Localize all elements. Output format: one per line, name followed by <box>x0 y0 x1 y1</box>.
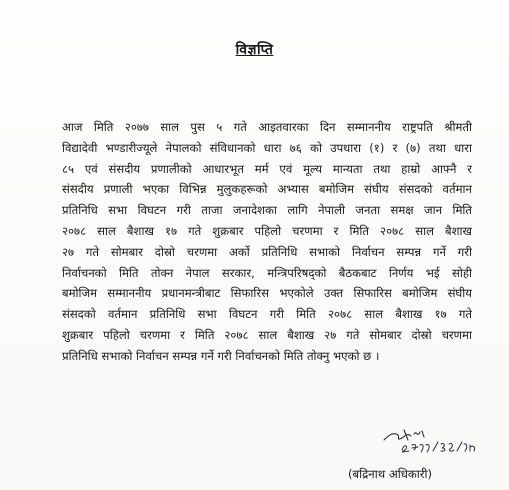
notice-line: बमोजिम सम्माननीय प्रधानमन्त्रीबाट सिफारिस भएकोले उक्त सिफारिस बमोजिम संघीय <box>62 286 472 301</box>
notice-title: विज्ञप्ति <box>235 42 274 58</box>
notice-line: प्रतिनिधि सभा विघटन गरी ताजा जनादेशका लागि नेपाली जनता समक्ष जान मिति <box>62 203 472 218</box>
notice-line: निर्वाचनको मिति तोक्न नेपाल सरकार, मन्त्रिपरिषद्को बैठकबाट निर्णय भई सोही <box>62 265 472 280</box>
notice-line: २७ गते सोमबार दोस्रो चरणमा अर्को प्रतिनिधि सभाको निर्वाचन सम्पन्न गर्ने गरी <box>62 244 472 259</box>
notice-line: संसदीय प्रणाली भएका विभिन्न मुलुकहरूको अभ्यास बमोजिम संघीय संसदको वर्तमान <box>62 182 472 197</box>
notice-line: शुक्रबार पहिलो चरणमा र मिति २०७८ साल बैशाख २७ गते सोमबार दोस्रो चरणमा <box>62 327 472 342</box>
handwritten-signature <box>378 424 488 454</box>
notice-line: ८५ एवं संसदीय प्रणालीको आधारभूत मर्म एवं मूल्य मान्यता तथा हाम्रो आफ्नै र <box>62 161 472 176</box>
notice-line: प्रतिनिधि सभाको निर्वाचन सम्पन्न गर्ने गरी निर्वाचनको मिति तोक्नु भएको छ । <box>62 348 380 363</box>
notice-body <box>62 117 472 367</box>
signature-drawing <box>378 424 488 454</box>
signer-name: (बद्रिनाथ अधिकारी) <box>348 467 432 481</box>
notice-line: संसदको वर्तमान प्रतिनिधि सभा विघटन गरी मिति २०७८ साल बैशाख १७ गते <box>62 307 472 322</box>
notice-line: २०७८ साल बैशाख १७ गते शुक्रबार पहिलो चरणमा र मिति २०७८ साल बैशाख <box>62 223 472 238</box>
notice-line: विद्यादेवी भण्डारीज्यूले नेपालको संविधानको धारा ७६ को उपधारा (१) र (७) तथा धारा <box>62 140 472 155</box>
notice-line: आज मिति २०७७ साल पुस ५ गते आइतवारका दिन सम्माननीय राष्ट्रपति श्रीमती <box>62 120 472 134</box>
